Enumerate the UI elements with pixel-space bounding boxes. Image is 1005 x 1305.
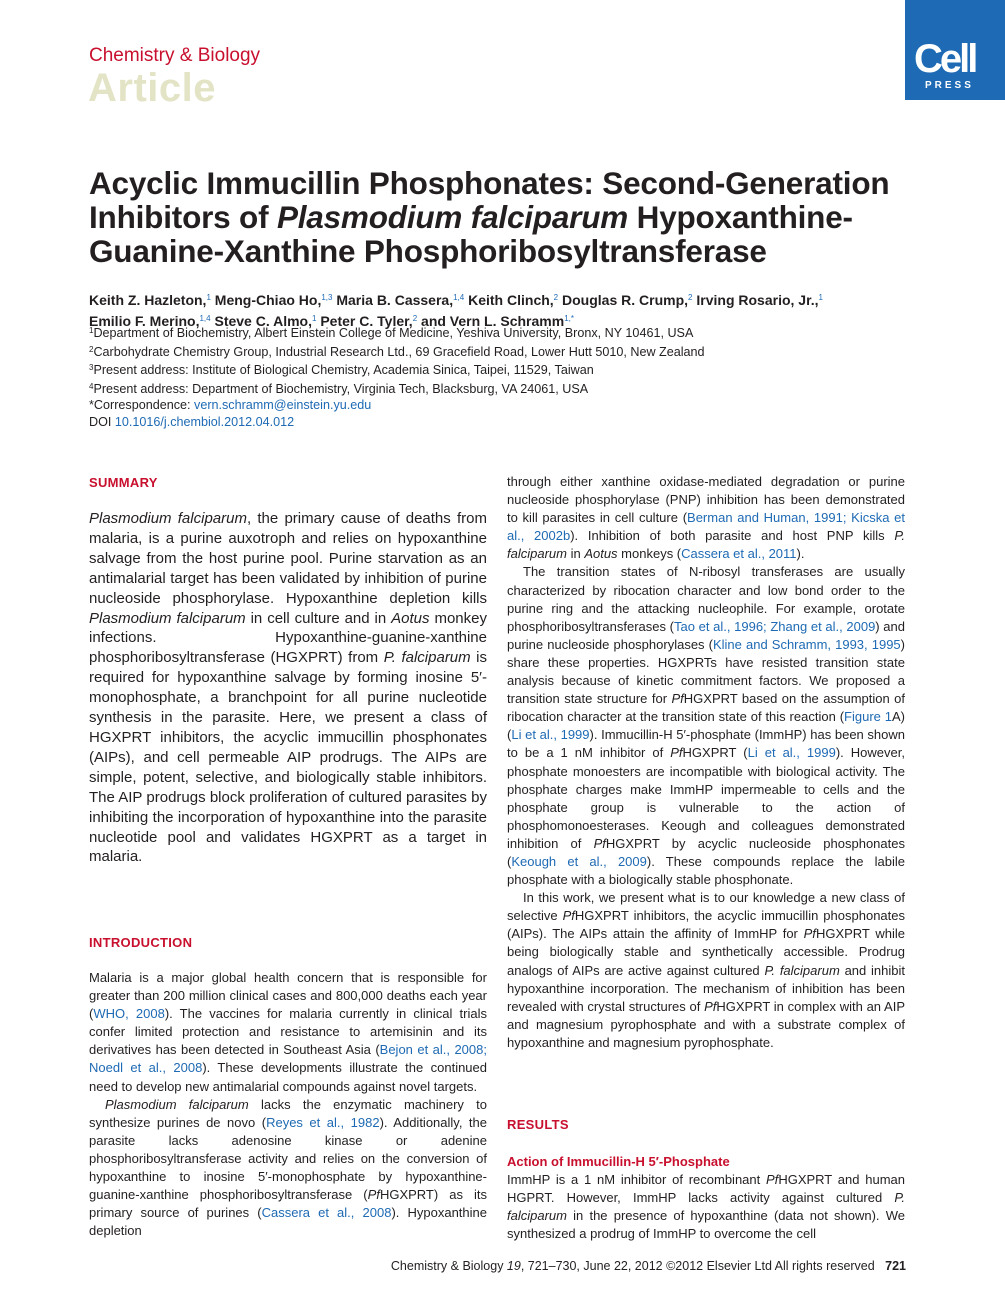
citation-link[interactable]: Cassera et al., 2011	[681, 546, 797, 562]
citation-link[interactable]: Reyes et al., 1982	[266, 1114, 380, 1130]
citation-link[interactable]: Bejon et al., 2008; Noedl et al., 2008	[89, 1042, 487, 1076]
text: ). Additionally, the parasite lacks adenosine kinase or adenine phosphoribosyltransferase activity and relies on the conversion of hypoxanthine to inosine 5′-monophosphate by hypoxanthine-guanine-xanthine phosphoribosyltransferase (	[89, 1114, 488, 1203]
affiliation	[89, 360, 919, 379]
citation-link[interactable]: Keough et al., 2009	[511, 853, 647, 869]
text: ). These developments illustrate the continued need to develop new antimalarial compounds against novel targets.	[89, 1060, 488, 1094]
title-part: Hypoxanthine-Guanine-Xanthine Phosphoribosyltransferase	[89, 199, 853, 269]
author-affil-ref[interactable]: 2	[412, 313, 418, 323]
article-title	[89, 166, 919, 268]
affil-text: Present address: Institute of Biological Chemistry, Academia Sinica, Taipei, 11529, Taiwan	[93, 363, 594, 377]
footer-journal: Chemistry & Biology	[390, 1259, 507, 1273]
article-type: Article	[88, 66, 216, 110]
author: Emilio F. Merino,	[89, 312, 200, 329]
author: Keith Z. Hazleton,	[89, 292, 207, 308]
page-footer	[356, 1259, 906, 1273]
text: ). These compounds replace the labile phosphate with a biologically stable phosphonate.	[507, 853, 905, 888]
text: P. falciparum	[507, 528, 905, 562]
text: Pf	[704, 998, 717, 1014]
citation-link[interactable]: Li et al., 1999	[511, 727, 590, 743]
author: Peter C. Tyler,	[320, 312, 413, 329]
correspondence	[89, 397, 919, 414]
text: ) and purine nucleoside phosphorylases (	[507, 618, 905, 652]
author: Meng-Chiao Ho,	[214, 292, 322, 308]
text: HGXPRT inhibitors, the acyclic immucillin phosphonates (AIPs). The AIPs attain the affinity of ImmHP for	[507, 908, 905, 942]
summary-span: Plasmodium falciparum	[89, 609, 246, 627]
citation-link[interactable]: WHO, 2008	[93, 1006, 165, 1022]
summary-span: P. falciparum	[383, 649, 471, 667]
paragraph	[89, 1096, 487, 1241]
paragraph	[507, 473, 905, 563]
text: P. falciparum	[507, 1190, 905, 1224]
text: ) share these properties. HGXPRTs have resisted transition state analysis because of kinetic commitment factors. We proposed a transition state structure for	[507, 636, 906, 707]
text: HGXPRT (	[682, 745, 748, 761]
title-italic: Plasmodium falciparum	[276, 199, 629, 235]
text: and inhibit hypoxanthine incorporation. The mechanism of inhibition has been revealed with crystal structures of	[507, 962, 905, 1014]
text: Pf	[803, 926, 816, 942]
page-number: 721	[885, 1259, 906, 1273]
summary-span: is required for hypoxanthine salvage by forming inosine 5′-monophosphate, a branchpoint for all purine nucleotide synthesis in the parasite. Here, we present a class of HGXPRT inhibitors, the acyclic immucillin phosphonates (AIPs), and cell permeable AIP prodrugs. The AIPs are simple, potent, selective, and biologically stable inhibitors. The AIP prodrugs block proliferation of cultured parasites by inhibiting the incorporation of hypoxanthine into the parasite nucleotide pool and validates HGXPRT as a target in malaria.	[89, 649, 487, 866]
summary-text	[89, 509, 487, 867]
text: ).	[796, 546, 805, 562]
affiliation	[89, 323, 919, 342]
text: Pf	[670, 745, 683, 761]
text: Pf	[367, 1187, 380, 1203]
author-affil-ref[interactable]: 2	[688, 293, 693, 302]
affiliations	[89, 323, 919, 430]
citation-link[interactable]: Berman and Human, 1991; Kicska et al., 2002b	[507, 510, 905, 544]
footer-citation: , 721–730, June 22, 2012 ©2012 Elsevier Ltd All rights reserved	[520, 1259, 875, 1273]
affil-text: Present address: Department of Biochemistry, Virginia Tech, Blacksburg, VA 24061, USA	[93, 381, 589, 396]
logo-main-text: Cell	[914, 37, 976, 81]
paragraph	[507, 889, 905, 1052]
text: ). Immucillin-H 5′-phosphate (ImmHP) has been shown to be a 1 nM inhibitor of	[507, 727, 905, 761]
correspondence-email-link[interactable]: vern.schramm@einstein.yu.edu	[194, 398, 372, 412]
journal-name: Chemistry & Biology	[89, 45, 261, 66]
introduction-body	[89, 969, 487, 1240]
author-affil-ref[interactable]: 1	[206, 293, 211, 302]
footer-volume: 19	[506, 1259, 521, 1273]
text: ). Inhibition of both parasite and host PNP kills	[570, 528, 895, 544]
text: Plasmodium falciparum	[105, 1096, 249, 1112]
text: lacks the enzymatic machinery to synthesize purines de novo (	[89, 1096, 488, 1130]
text: HGXPRT based on the assumption of ribocation character at the transition state of this reaction (	[507, 691, 905, 725]
affil-text: Department of Biochemistry, Albert Einstein College of Medicine, Yeshiva University, Bronx, NY 10461, USA	[93, 326, 694, 340]
affil-num: 1	[89, 326, 94, 335]
right-column	[507, 473, 905, 1052]
doi	[89, 414, 919, 431]
author-affil-ref[interactable]: 1,4	[453, 293, 465, 302]
text: P. falciparum	[764, 962, 840, 978]
citation-link[interactable]: Li et al., 1999	[747, 745, 836, 761]
text: Pf	[671, 691, 684, 707]
affil-text: Carbohydrate Chemistry Group, Industrial Research Ltd., 69 Gracefield Road, Lower Hutt 5010, New Zealand	[93, 344, 705, 359]
summary-span: , the primary cause of deaths from malaria, is a purine auxotroph and relies on hypoxanthine salvage from the host purine pool. Purine starvation as an antimalarial target has been validated by inhibition of purine nucleoside phosphorylase. Hypoxanthine depletion kills	[89, 510, 487, 607]
introduction-heading: INTRODUCTION	[89, 935, 193, 950]
author: Douglas R. Crump,	[562, 292, 689, 308]
author: Steve C. Almo,	[214, 312, 312, 329]
citation-link[interactable]: Tao et al., 1996; Zhang et al., 2009	[673, 618, 876, 634]
results-heading: RESULTS	[507, 1117, 569, 1132]
author: Irving Rosario, Jr.,	[696, 292, 819, 308]
author-affil-ref[interactable]: 2	[553, 293, 559, 302]
summary-span: Plasmodium falciparum	[89, 510, 247, 527]
text: ). The vaccines for malaria currently in clinical trials confer limited protection and resistance to artemisinin and its derivatives has been detected in Southeast Asia (	[89, 1006, 487, 1058]
results-subheading: Action of Immucillin-H 5′-Phosphate	[507, 1154, 730, 1169]
logo-sub-text: PRESS	[925, 80, 974, 91]
affil-num: 4	[89, 381, 94, 391]
text: A) (	[507, 709, 905, 743]
author-affil-ref[interactable]: 1	[818, 293, 823, 302]
text: Pf	[562, 908, 575, 924]
citation-link[interactable]: Kline and Schramm, 1993, 1995	[712, 636, 901, 652]
text: Malaria is a major global health concern that is responsible for greater than 200 million clinical cases and 800,000 deaths each year (	[89, 970, 487, 1022]
text: ImmHP is a 1 nM inhibitor of recombinant	[507, 1172, 767, 1187]
affiliation	[89, 379, 919, 398]
affil-num: 2	[89, 344, 94, 354]
author: and Vern L. Schramm	[421, 312, 565, 329]
text: Aotus	[584, 546, 618, 562]
text: ). Hypoxanthine depletion	[89, 1205, 487, 1239]
results-body	[507, 1171, 905, 1243]
summary-span: Aotus	[391, 609, 430, 627]
text: Pf	[766, 1172, 779, 1187]
text: HGXPRT in complex with an AIP and magnesium pyrophosphate and with a substrate complex of hypoxanthine and magnesium pyrophosphate.	[507, 998, 905, 1050]
author-affil-ref[interactable]: 1,*	[564, 313, 574, 323]
cell-press-logo	[905, 0, 1005, 100]
text: HGXPRT and human HGPRT. However, ImmHP lacks activity against cultured	[507, 1172, 905, 1206]
doi-link[interactable]: 10.1016/j.chembiol.2012.04.012	[114, 414, 295, 429]
correspondence-label: *Correspondence:	[89, 398, 195, 412]
author-affil-ref[interactable]: 1,3	[321, 293, 333, 302]
summary-span: monkey infections. Hypoxanthine-guanine-xanthine phosphoribosyltransferase (HGXPRT) from	[89, 609, 487, 667]
figure-link[interactable]: Figure 1	[844, 709, 892, 725]
author-affil-ref[interactable]: 1,4	[199, 313, 211, 323]
paragraph	[507, 1171, 905, 1243]
text: in the presence of hypoxanthine (data not shown). We synthesized a prodrug of ImmHP to overcome the cell	[507, 1208, 905, 1242]
title-part: Acyclic Immucillin Phosphonates: Second-Generation Inhibitors of	[89, 165, 890, 235]
author-affil-ref[interactable]: 1	[312, 313, 317, 323]
text: Pf	[593, 835, 606, 851]
summary-heading: SUMMARY	[89, 475, 158, 490]
affil-num: 3	[89, 363, 94, 372]
text: HGXPRT while being biologically stable and synthetically accessible. Prodrug analogs of AIPs are active against cultured	[507, 926, 906, 978]
paragraph	[507, 563, 905, 889]
paragraph	[89, 969, 487, 1096]
author: Keith Clinch,	[468, 292, 554, 308]
text: In this work, we present what is to our knowledge a new class of selective	[507, 890, 905, 924]
text: HGXPRT by acyclic nucleoside phosphonates (	[507, 835, 905, 869]
text: HGXPRT) as its primary source of purines (	[89, 1187, 488, 1221]
affiliation	[89, 342, 919, 361]
summary-span: in cell culture and in	[245, 609, 392, 627]
text: in	[566, 546, 585, 562]
doi-label: DOI	[89, 414, 115, 429]
citation-link[interactable]: Cassera et al., 2008	[261, 1205, 392, 1221]
text: through either xanthine oxidase-mediated degradation or purine nucleoside phosphorylase (PNP) inhibition has been demonstrated to kill parasites in cell culture (	[507, 474, 905, 526]
text: ). However, phosphate monoesters are incompatible with biological activity. The phosphate charges make ImmHP impermeable to cells and the phosphate group is vulnerable to the action of phosphomonoesterases. Keough and colleagues demonstrated inhibition of	[507, 745, 905, 851]
author: Maria B. Cassera,	[336, 292, 454, 308]
text: monkeys (	[617, 546, 682, 562]
text: The transition states of N-ribosyl transferases are usually characterized by ribocation character and low bond order to the purine ring and the attacking nucleophile. For example, orotate phosphoribosyltransferases (	[507, 564, 905, 634]
